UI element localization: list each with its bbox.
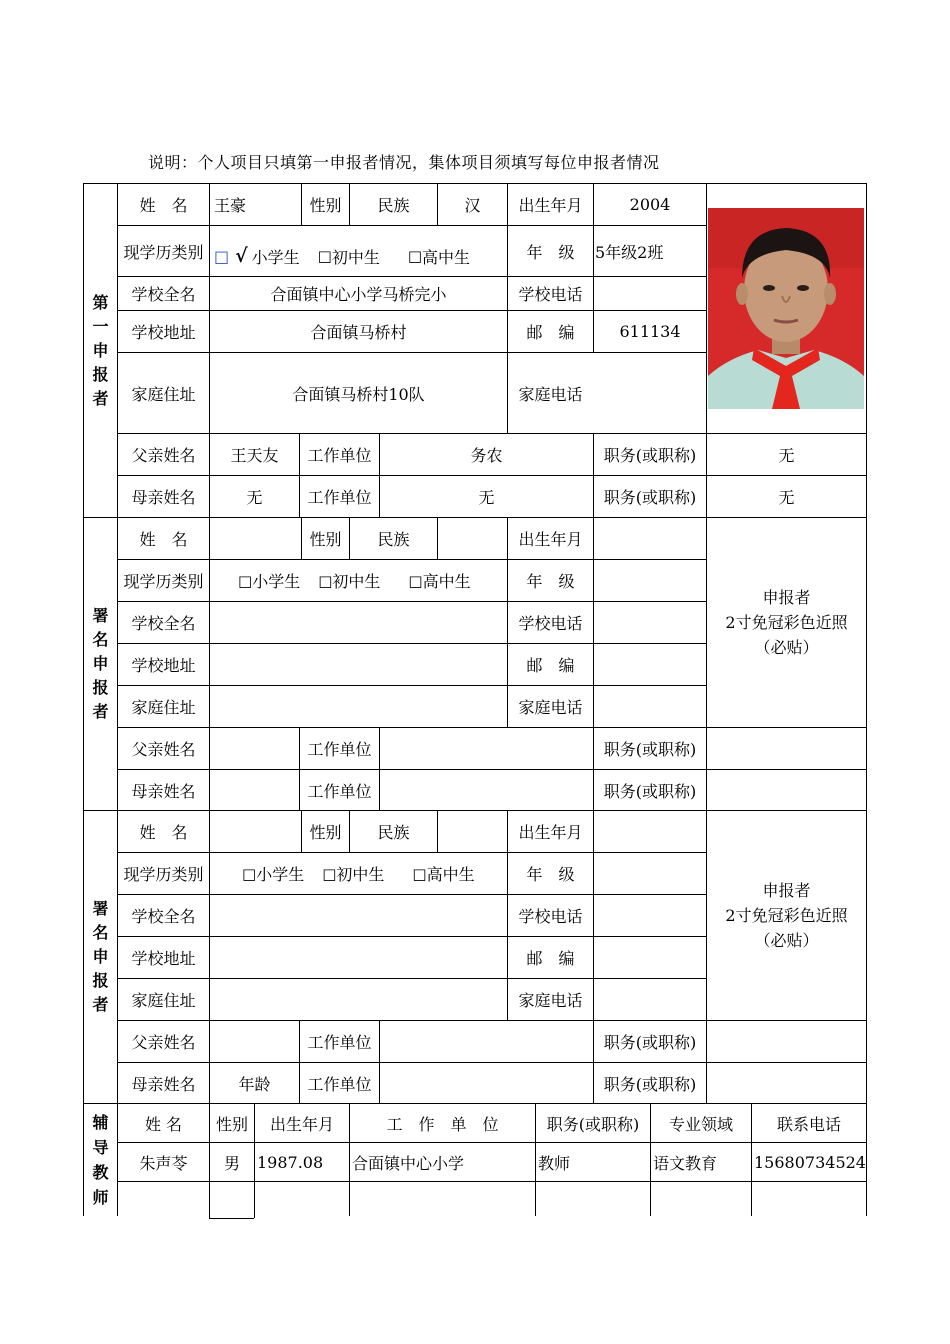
- label-name: 姓 名: [139, 823, 188, 842]
- checkbox-senior[interactable]: □: [412, 864, 427, 883]
- checkbox-senior[interactable]: □: [407, 247, 423, 265]
- label-school-phone: 学校电话: [518, 907, 583, 926]
- label-home-addr: 家庭住址: [131, 384, 196, 404]
- first-postcode-value[interactable]: 611134: [619, 322, 681, 341]
- second-applicant-label: 署 名 申 报 者: [92, 606, 109, 721]
- label-father: 父亲姓名: [131, 446, 196, 465]
- teacher-header-name: 姓 名: [144, 1114, 183, 1134]
- label-school-name: 学校全名: [131, 285, 196, 304]
- teacher-header-gender: 性别: [215, 1114, 248, 1134]
- label-school-addr: 学校地址: [131, 949, 196, 968]
- label-edu-type: 现学历类别: [123, 242, 204, 262]
- first-name-value[interactable]: 王豪: [214, 196, 247, 215]
- first-mother-position[interactable]: 无: [778, 488, 795, 507]
- label-position: 职务(或职称): [603, 446, 697, 465]
- label-position: 职务(或职称): [603, 740, 697, 759]
- applicant-photo: [708, 208, 864, 409]
- label-work-unit: 工作单位: [307, 488, 372, 507]
- label-mother: 母亲姓名: [131, 488, 196, 507]
- label-work-unit: 工作单位: [307, 1033, 372, 1052]
- photo-placeholder[interactable]: 申报者 2寸免冠彩色近照 （必贴）: [725, 881, 848, 950]
- teacher-header-position: 职务(或职称): [546, 1114, 640, 1134]
- label-position: 职务(或职称): [603, 1074, 697, 1094]
- label-work-unit: 工作单位: [307, 446, 372, 465]
- checkbox-primary[interactable]: □: [214, 246, 230, 266]
- check-mark-icon: √: [235, 245, 248, 267]
- teacher-header-phone: 联系电话: [776, 1114, 841, 1134]
- label-position: 职务(或职称): [603, 781, 697, 801]
- teacher-phone-value[interactable]: 15680734524: [754, 1152, 866, 1172]
- second-edu-options: □ 小学生 □ 初中生 □ 高中生: [238, 571, 471, 591]
- label-age: 年龄: [238, 1074, 271, 1094]
- label-school-phone: 学校电话: [518, 614, 583, 633]
- first-home-addr-value[interactable]: 合面镇马桥村10队: [292, 384, 425, 404]
- teacher-header-birth: 出生年月: [269, 1114, 334, 1134]
- label-birth: 出生年月: [518, 530, 583, 549]
- first-grade-value[interactable]: 5年级2班: [595, 242, 664, 262]
- first-applicant-label: 第 一 申 报 者: [92, 292, 109, 408]
- label-mother: 母亲姓名: [131, 781, 196, 801]
- first-father-position[interactable]: 无: [778, 446, 795, 465]
- checkbox-primary[interactable]: □: [242, 864, 257, 883]
- label-home-addr: 家庭住址: [131, 698, 196, 717]
- label-birth: 出生年月: [518, 823, 583, 842]
- label-grade: 年 级: [526, 572, 575, 591]
- label-name: 姓 名: [139, 530, 188, 549]
- label-father: 父亲姓名: [131, 740, 196, 759]
- first-mother-unit[interactable]: 无: [478, 488, 495, 507]
- label-postcode: 邮 编: [526, 656, 575, 675]
- label-grade: 年 级: [526, 242, 575, 262]
- label-mother: 母亲姓名: [131, 1074, 196, 1094]
- label-school-addr: 学校地址: [131, 656, 196, 675]
- label-birth: 出生年月: [518, 196, 583, 215]
- teacher-birth-value[interactable]: 1987.08: [257, 1152, 324, 1172]
- teacher-header-work-unit: 工 作 单 位: [386, 1114, 499, 1134]
- label-school-addr: 学校地址: [131, 323, 196, 342]
- label-home-phone: 家庭电话: [518, 384, 583, 404]
- label-gender: 性别: [309, 196, 342, 215]
- label-gender: 性别: [309, 530, 342, 549]
- label-edu-type: 现学历类别: [123, 865, 204, 884]
- label-father: 父亲姓名: [131, 1033, 196, 1052]
- label-position: 职务(或职称): [603, 1033, 697, 1052]
- label-ethnic: 民族: [377, 530, 410, 549]
- label-home-addr: 家庭住址: [131, 991, 196, 1010]
- label-gender: 性别: [309, 823, 342, 842]
- checkbox-junior[interactable]: □: [317, 247, 332, 265]
- instruction-note: 说明：个人项目只填第一申报者情况，集体项目须填写每位申报者情况: [148, 153, 660, 172]
- first-father-unit[interactable]: 务农: [470, 446, 503, 465]
- teacher-header-field: 专业领域: [668, 1114, 733, 1134]
- label-work-unit: 工作单位: [307, 740, 372, 759]
- first-school-addr-value[interactable]: 合面镇马桥村: [310, 323, 407, 342]
- label-position: 职务(或职称): [603, 488, 697, 507]
- label-ethnic: 民族: [377, 196, 410, 215]
- teacher-name-value[interactable]: 朱声苓: [139, 1153, 188, 1173]
- first-father-name[interactable]: 王天友: [230, 446, 279, 465]
- teacher-position-value[interactable]: 教师: [538, 1153, 571, 1173]
- label-postcode: 邮 编: [526, 323, 575, 342]
- teacher-label: 辅 导 教 师: [92, 1113, 109, 1207]
- label-home-phone: 家庭电话: [518, 698, 583, 717]
- first-school-name-value[interactable]: 合面镇中心小学马桥完小: [270, 285, 447, 304]
- teacher-work-unit-value[interactable]: 合面镇中心小学: [352, 1153, 465, 1173]
- first-edu-options: □ √ 小学生 □ 初中生 □ 高中生: [214, 245, 471, 267]
- checkbox-primary[interactable]: □: [238, 571, 253, 590]
- photo-placeholder[interactable]: 申报者 2寸免冠彩色近照 （必贴）: [725, 588, 848, 657]
- label-edu-type: 现学历类别: [123, 572, 204, 591]
- label-home-phone: 家庭电话: [518, 991, 583, 1010]
- third-applicant-label: 署 名 申 报 者: [92, 899, 109, 1014]
- first-birth-value[interactable]: 2004: [629, 195, 671, 214]
- label-work-unit: 工作单位: [307, 1074, 372, 1094]
- label-work-unit: 工作单位: [307, 781, 372, 801]
- teacher-gender-value[interactable]: 男: [223, 1153, 240, 1173]
- third-edu-options: □ 小学生 □ 初中生 □ 高中生: [242, 864, 475, 884]
- first-ethnic-value[interactable]: 汉: [464, 196, 481, 215]
- label-ethnic: 民族: [377, 823, 410, 842]
- label-name: 姓 名: [139, 196, 188, 215]
- label-grade: 年 级: [526, 865, 575, 884]
- label-school-name: 学校全名: [131, 907, 196, 926]
- label-school-phone: 学校电话: [518, 285, 583, 304]
- checkbox-junior[interactable]: □: [318, 571, 333, 590]
- label-postcode: 邮 编: [526, 949, 575, 968]
- checkbox-senior[interactable]: □: [408, 571, 423, 590]
- teacher-field-value[interactable]: 语文教育: [653, 1153, 718, 1173]
- label-school-name: 学校全名: [131, 614, 196, 633]
- checkbox-junior[interactable]: □: [322, 864, 337, 883]
- first-mother-name[interactable]: 无: [246, 488, 263, 507]
